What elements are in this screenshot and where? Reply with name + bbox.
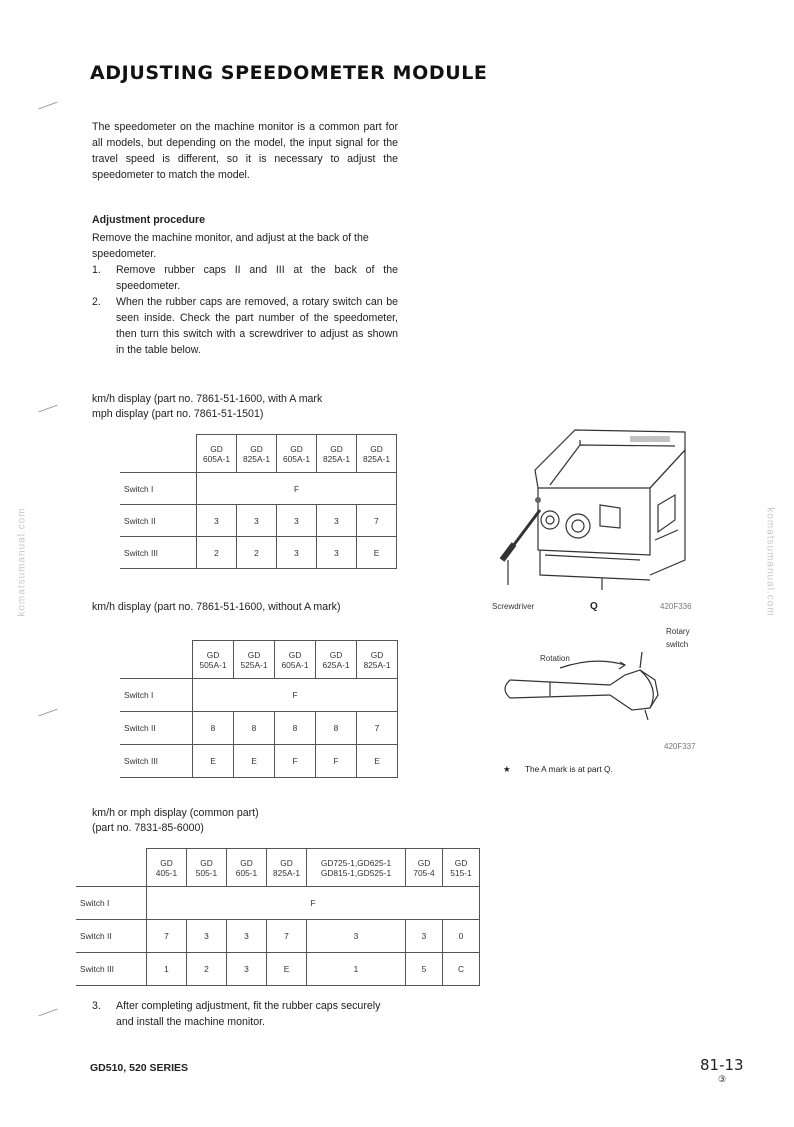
column-header: GD 625A-1 <box>316 641 357 679</box>
note-mark: ★ <box>503 764 511 774</box>
table3-caption-line2: (part no. 7831-85-6000) <box>92 822 204 834</box>
table-cell: E <box>357 537 397 569</box>
row-label: Switch II <box>120 712 193 745</box>
table-cell: 7 <box>267 920 307 953</box>
row-label: Switch II <box>120 505 197 537</box>
watermark-right: komatsumanual.com <box>764 507 776 617</box>
table-cell: 7 <box>357 505 397 537</box>
table-cell: F <box>147 887 480 920</box>
margin-mark <box>38 1009 57 1017</box>
step-number: 3. <box>92 1000 101 1012</box>
watermark-left: komatsumanual.com <box>16 507 28 617</box>
a-mark-note <box>503 764 613 774</box>
table-cell: 3 <box>277 505 317 537</box>
table1-caption-line1: km/h display (part no. 7861-51-1600, with A mark <box>92 393 323 405</box>
table-row <box>120 505 397 537</box>
table-corner <box>76 849 147 887</box>
column-header: GD 825A-1 <box>267 849 307 887</box>
margin-mark <box>38 709 57 717</box>
column-header: GD 705-4 <box>406 849 443 887</box>
table-row <box>120 712 398 745</box>
margin-mark <box>38 102 57 110</box>
column-header: GD 605-1 <box>227 849 267 887</box>
row-label: Switch I <box>120 473 197 505</box>
table-cell: 3 <box>187 920 227 953</box>
table1-caption-line2: mph display (part no. 7861-51-1501) <box>92 408 264 420</box>
table-cell: 3 <box>197 505 237 537</box>
table-cell: 3 <box>317 505 357 537</box>
speedometer-module-illustration <box>480 410 730 620</box>
intro-paragraph: The speedometer on the machine monitor is a common part for all models, but depending on the model, the input signal for the travel speed is different, so it is necessary to adjust the speedometer to match the model. <box>92 121 398 181</box>
step-item <box>92 262 398 294</box>
column-header: GD 515-1 <box>443 849 480 887</box>
table-cell: 3 <box>227 920 267 953</box>
table-cell: E <box>234 745 275 778</box>
rotary-switch-illustration <box>500 640 680 730</box>
rotary-label-line1: Rotary <box>666 627 690 636</box>
table-cell: E <box>267 953 307 986</box>
table-cell: 7 <box>357 712 398 745</box>
row-label: Switch III <box>120 745 193 778</box>
row-label: Switch I <box>120 679 193 712</box>
table2-caption: km/h display (part no. 7861-51-1600, without A mark) <box>92 601 341 613</box>
column-header: GD 825A-1 <box>237 435 277 473</box>
table3-caption-line1: km/h or mph display (common part) <box>92 807 259 819</box>
table-row <box>120 537 397 569</box>
column-header: GD 605A-1 <box>197 435 237 473</box>
table-cell: 8 <box>316 712 357 745</box>
table-row <box>76 953 480 986</box>
step-text: Remove rubber caps II and III at the back of the speedometer. <box>116 264 398 292</box>
table-cell: 5 <box>406 953 443 986</box>
column-header: GD 825A-1 <box>357 641 398 679</box>
column-header: GD725-1,GD625-1 GD815-1,GD525-1 <box>307 849 406 887</box>
table-row <box>120 745 398 778</box>
column-header: GD 505-1 <box>187 849 227 887</box>
table-cell: 7 <box>147 920 187 953</box>
procedure-steps <box>92 262 398 358</box>
step-item <box>92 294 398 358</box>
switch-table-2 <box>120 640 398 778</box>
table-cell: 3 <box>237 505 277 537</box>
table-row <box>120 679 398 712</box>
table-cell: 8 <box>275 712 316 745</box>
column-header: GD 825A-1 <box>357 435 397 473</box>
column-header: GD 605A-1 <box>277 435 317 473</box>
table-cell: 1 <box>307 953 406 986</box>
table-cell: F <box>193 679 398 712</box>
row-label: Switch II <box>76 920 147 953</box>
column-header: GD 825A-1 <box>317 435 357 473</box>
table-cell: 2 <box>187 953 227 986</box>
step-number: 1. <box>92 264 101 276</box>
table-cell: 0 <box>443 920 480 953</box>
column-header: GD 525A-1 <box>234 641 275 679</box>
figure2-code: 420F337 <box>664 742 696 751</box>
switch-table-1 <box>120 434 397 569</box>
table-cell: 8 <box>193 712 234 745</box>
table-cell: 3 <box>227 953 267 986</box>
footer-series: GD510, 520 SERIES <box>90 1062 189 1074</box>
table-row <box>76 887 480 920</box>
table-cell: 3 <box>307 920 406 953</box>
step-text: When the rubber caps are removed, a rotary switch can be seen inside. Check the part number of the speedometer, then turn this switch with a screwdriver to adjust as shown in the table below. <box>116 296 398 356</box>
table-cell: 1 <box>147 953 187 986</box>
table-cell: 3 <box>277 537 317 569</box>
table-cell: E <box>357 745 398 778</box>
margin-mark <box>38 405 57 413</box>
column-header: GD 405-1 <box>147 849 187 887</box>
screwdriver-label: Screwdriver <box>492 602 535 611</box>
figure1-code: 420F336 <box>660 602 692 611</box>
table-corner <box>120 641 193 679</box>
table-cell: 3 <box>317 537 357 569</box>
step-text: After completing adjustment, fit the rubber caps securely and install the machine monitor. <box>116 1000 381 1028</box>
procedure-text: Remove the machine monitor, and adjust at the back of the speedometer. <box>92 232 369 260</box>
rotary-label-line2: switch <box>666 640 689 649</box>
page-revision: ③ <box>718 1074 727 1084</box>
step-number: 2. <box>92 296 101 308</box>
table-cell: 8 <box>234 712 275 745</box>
step-item <box>92 998 398 1030</box>
rotation-label: Rotation <box>540 654 570 663</box>
table-cell: F <box>275 745 316 778</box>
table-corner <box>120 435 197 473</box>
table-cell: C <box>443 953 480 986</box>
part-q-label: Q <box>590 601 598 612</box>
table-cell: 3 <box>406 920 443 953</box>
row-label: Switch I <box>76 887 147 920</box>
column-header: GD 505A-1 <box>193 641 234 679</box>
table-row <box>120 473 397 505</box>
page-title: ADJUSTING SPEEDOMETER MODULE <box>90 62 488 84</box>
column-header: GD 605A-1 <box>275 641 316 679</box>
procedure-heading: Adjustment procedure <box>92 214 206 226</box>
note-text: The A mark is at part Q. <box>524 764 613 774</box>
switch-table-3 <box>76 848 480 986</box>
row-label: Switch III <box>76 953 147 986</box>
table-cell: 2 <box>237 537 277 569</box>
row-label: Switch III <box>120 537 197 569</box>
table-cell: 2 <box>197 537 237 569</box>
table-cell: E <box>193 745 234 778</box>
table-cell: F <box>316 745 357 778</box>
table-cell: F <box>197 473 397 505</box>
table-row <box>76 920 480 953</box>
page-number: 81-13 <box>700 1056 744 1074</box>
